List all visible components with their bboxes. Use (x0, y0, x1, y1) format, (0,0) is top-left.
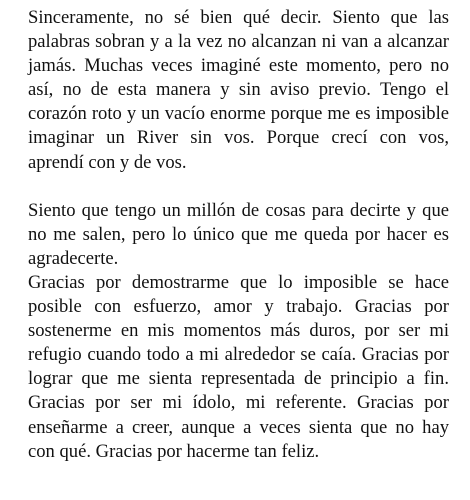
paragraph-intro-thanks: Siento que tengo un millón de cosas para decirte y que no me salen, pero lo único que me queda por hacer es agradecerte. (28, 199, 449, 269)
paragraph-opening: Sinceramente, no sé bien qué decir. Siento que las palabras sobran y a la vez no alcanzan ni van a alcanzar jamás. Muchas veces imaginé este momento, pero no así, no de esta manera y sin aviso previo. Tengo el corazón roto y un vacío enorme porque me es imposible imaginar un River sin vos. Porque crecí con vos, aprendí con y de vos. (28, 7, 449, 173)
paragraph-gratitude: Gracias por demostrarme que lo imposible se hace posible con esfuerzo, amor y trabajo. Gracias por sostenerme en mis momentos más duros, por ser mi refugio cuando todo a mi alrededor se caía. Gracias por lograr que me sienta representada de principio a fin. Gracias por ser mi ídolo, mi referente. Gracias por enseñarme a creer, aunque a veces sienta que no hay con qué. Gracias por hacerme tan feliz. (28, 271, 449, 462)
letter-body (28, 6, 449, 464)
